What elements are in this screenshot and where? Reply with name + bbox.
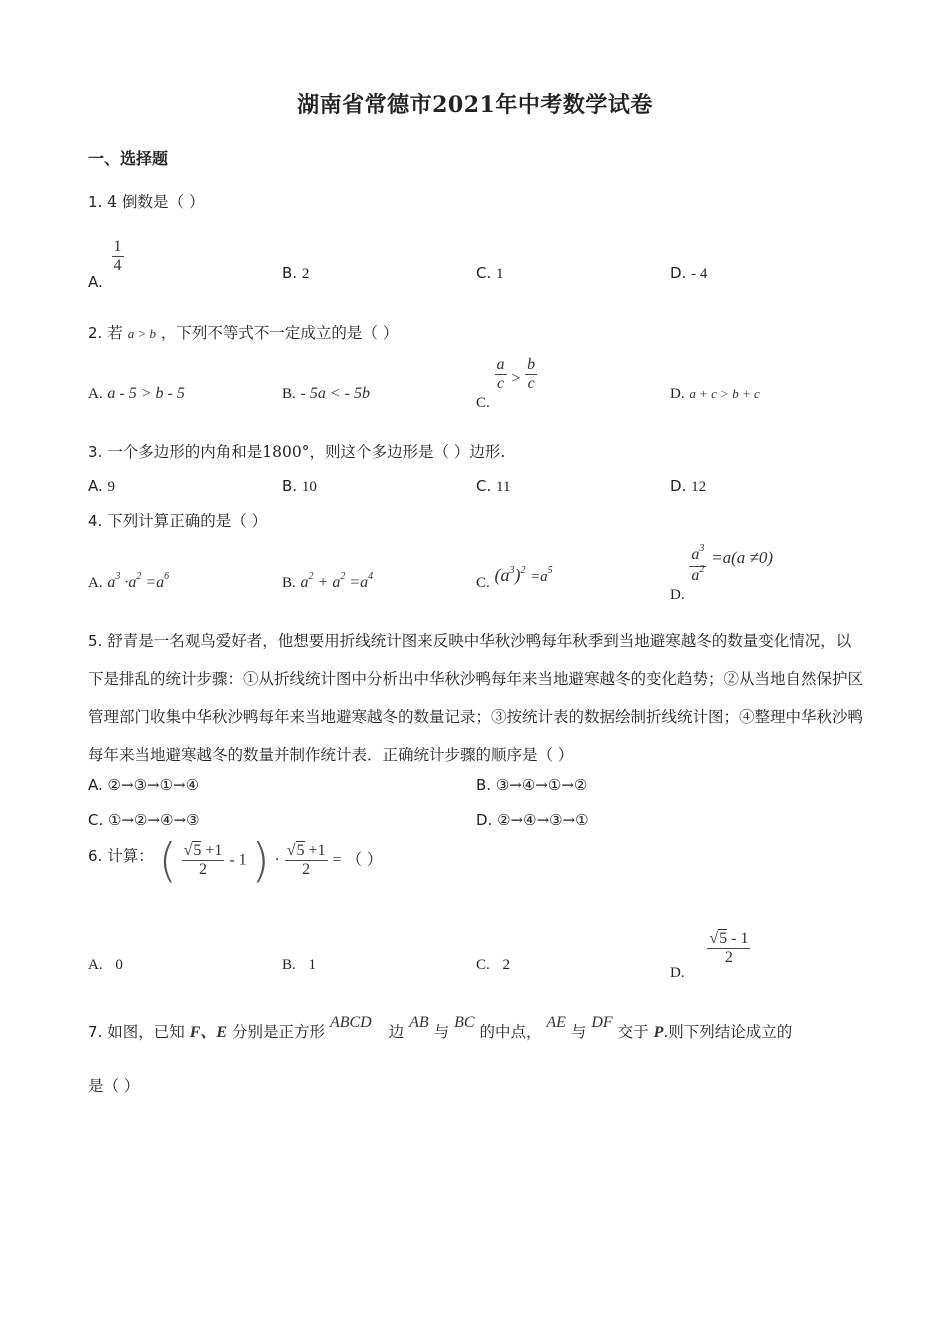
q4-option-c[interactable] (476, 565, 553, 591)
option-label: C. (476, 575, 490, 591)
option-label: B. (282, 957, 296, 973)
option-label: D. (670, 586, 685, 603)
question-number: 7. (88, 1023, 103, 1041)
option-value: 12 (691, 479, 707, 495)
option-label: A. (88, 477, 103, 495)
q2-option-b[interactable] (282, 384, 370, 403)
question-text: 计算： (107, 846, 154, 865)
question-number: 3. (88, 443, 103, 461)
exponent: 3 (509, 565, 515, 576)
option-label: C. (476, 477, 492, 495)
math-expression: a - 5 > b - 5 (107, 385, 185, 402)
math-equals: =a (349, 574, 369, 591)
option-label: B. (282, 264, 298, 282)
option-value: 11 (496, 479, 511, 495)
q5-option-b[interactable] (476, 776, 587, 794)
question-text: .则下列结论成立的 (663, 1023, 793, 1041)
exponent: 4 (368, 571, 374, 582)
option-label: A. (88, 776, 103, 794)
q3-option-c[interactable] (476, 477, 510, 496)
numerator: a (496, 356, 505, 373)
question-text: 与 (433, 1023, 450, 1041)
option-label: B. (282, 477, 298, 495)
question-number: 1. (88, 193, 103, 211)
option-value: 1 (496, 266, 504, 282)
radicand: 5 (296, 842, 305, 859)
denominator: 2 (302, 861, 311, 878)
option-label: C. (476, 957, 490, 973)
fraction (707, 930, 750, 967)
math-variable: DF (591, 1014, 613, 1031)
question-text: 4 倒数是（ ） (107, 193, 205, 211)
question-text: 如图，已知 (107, 1023, 185, 1041)
question-text: 的中点， (479, 1023, 542, 1041)
math-variable: BC (454, 1014, 475, 1031)
math-paren: ) (514, 565, 521, 585)
exponent: 2 (699, 564, 705, 575)
option-value: 10 (301, 479, 317, 495)
question-number: 2. (88, 324, 103, 342)
q5-option-d[interactable] (476, 811, 589, 829)
left-paren: ( (158, 833, 177, 888)
relation-symbol: > (511, 369, 521, 387)
question-text: （ ） (346, 850, 383, 869)
question-3 (88, 442, 505, 462)
question-7 (88, 1016, 792, 1049)
option-value: ②→③→①→④ (107, 776, 200, 794)
numerator: 1 (113, 238, 122, 255)
q2-option-c[interactable] (476, 356, 537, 411)
question-number: 5. (88, 632, 103, 650)
math-equals: =a (530, 569, 548, 585)
q5-option-c[interactable] (88, 811, 200, 829)
question-text: 是（ ） (88, 1077, 140, 1095)
exponent: 3 (699, 543, 705, 554)
question-number: 6. (88, 846, 103, 865)
fraction (525, 356, 537, 393)
option-value: 9 (107, 479, 116, 495)
exponent: 2 (520, 565, 526, 576)
math-variable: P (653, 1024, 664, 1041)
denominator: c (496, 375, 505, 392)
math-expression: - 1 (727, 930, 749, 947)
question-6 (88, 833, 383, 888)
q6-option-b[interactable] (282, 955, 316, 974)
question-text: ，下列不等式不一定成立的是（ ） (160, 324, 399, 342)
option-label: C. (88, 811, 104, 829)
question-text: 分别是正方形 (232, 1023, 326, 1041)
option-value: ①→②→④→③ (108, 811, 200, 829)
denominator (689, 564, 706, 587)
math-variable: F、E (189, 1024, 228, 1041)
q4-option-a[interactable] (88, 573, 169, 592)
option-label: D. (670, 264, 687, 282)
question-text: 舒青是一名观鸟爱好者，他想要用折线统计图来反映中华秋沙鸭每年秋季到当地避寒越冬的数量变化情况，以下是排乱的统计步骤：①从折线统计图中分析出中华秋沙鸭每年来当地避寒越冬的变化趋势；②从当地自然保护区管理部门收集中华秋沙鸭每年来当地避寒越冬的数量记录；③按统计表的数据绘制折线统计图；④整理中华秋沙鸭每年来当地避寒越冬的数量并制作统计表．正确统计步骤的顺序是（ ） (88, 632, 864, 764)
math-condition: a > b (127, 326, 156, 341)
exponent: 2 (308, 571, 314, 582)
q6-option-a[interactable] (88, 955, 123, 974)
fraction (495, 356, 507, 393)
exponent: 6 (164, 571, 170, 582)
math-expression (495, 565, 553, 585)
math-base: a (691, 546, 700, 563)
option-label: D. (670, 964, 685, 981)
math-expression: +1 (304, 842, 326, 859)
math-operator: ·a (124, 574, 137, 591)
option-value: 1 (308, 957, 317, 973)
denominator: 2 (724, 949, 733, 966)
option-label: A. (88, 575, 103, 591)
option-label: B. (282, 575, 296, 591)
math-operator: · (274, 851, 280, 869)
math-equals: = (332, 851, 342, 869)
math-operator: + a (317, 574, 341, 591)
q1-option-c[interactable] (476, 264, 504, 283)
exponent: 3 (115, 571, 121, 582)
math-expression: =a(a ≠0) (711, 547, 774, 567)
option-label: B. (476, 776, 492, 794)
option-label: A. (88, 957, 103, 973)
question-4 (88, 511, 267, 531)
q1-option-d[interactable] (670, 264, 707, 283)
question-7-line-2 (88, 1076, 139, 1096)
numerator: √5 +1 (183, 842, 223, 859)
math-expression (300, 571, 374, 591)
q2-option-d[interactable] (670, 384, 760, 403)
question-text: 交于 (617, 1023, 649, 1041)
numerator: √5 +1 (286, 842, 326, 859)
option-value: 2 (502, 957, 511, 973)
option-label: C. (476, 264, 492, 282)
exponent: 5 (547, 565, 553, 576)
option-label: D. (476, 811, 493, 829)
fraction (112, 238, 124, 275)
numerator: √5 - 1 (709, 930, 749, 947)
question-1 (88, 192, 204, 212)
right-paren: ) (251, 833, 270, 888)
q5-option-a[interactable] (88, 776, 199, 794)
numerator: b (527, 356, 536, 373)
q1-option-a[interactable] (88, 238, 124, 291)
section-heading: 一、选择题 (88, 149, 169, 168)
question-text: 一个多边形的内角和是1800°，则这个多边形是（ ）边形. (107, 443, 506, 461)
question-text: 边 (388, 1023, 405, 1041)
fraction (182, 842, 225, 879)
math-expression: - 1 (229, 851, 247, 869)
math-expression: - 5a < - 5b (300, 385, 370, 402)
option-value: 0 (115, 957, 123, 973)
denominator: 2 (199, 861, 207, 878)
question-text: 与 (570, 1023, 587, 1041)
question-text: 若 (107, 324, 123, 342)
q4-option-b[interactable] (282, 573, 373, 592)
q3-option-b[interactable] (282, 477, 317, 496)
question-5 (88, 622, 863, 774)
q4-option-d[interactable] (670, 543, 774, 603)
math-expression: +1 (201, 842, 223, 859)
q2-option-a[interactable] (88, 384, 185, 403)
exponent: 2 (340, 571, 346, 582)
question-text: 下列计算正确的是（ ） (107, 512, 268, 530)
math-equals: =a (145, 574, 165, 591)
option-label: A. (88, 386, 103, 402)
option-label: D. (670, 477, 687, 495)
fraction (689, 543, 706, 587)
option-label: C. (476, 394, 490, 411)
math-variable: ABCD (329, 1014, 372, 1031)
math-base: a (300, 574, 309, 591)
denominator: 4 (113, 257, 122, 274)
math-variable: AB (409, 1014, 429, 1031)
denominator: c (527, 375, 535, 392)
q1-option-b[interactable] (282, 264, 309, 283)
q6-option-c[interactable] (476, 955, 510, 974)
option-value: ③→④→①→② (495, 776, 588, 794)
math-expression: a + c > b + c (689, 386, 760, 401)
option-value: 2 (301, 266, 310, 282)
page-title: 湖南省常德市2021年中考数学试卷 (297, 92, 653, 118)
exponent: 2 (136, 571, 142, 582)
question-number: 4. (88, 512, 103, 530)
math-base: a (691, 567, 700, 584)
option-label: A. (88, 272, 103, 291)
math-expression (107, 571, 170, 591)
option-value: - 4 (691, 266, 708, 282)
math-base: (a (494, 565, 510, 585)
radicand: 5 (193, 842, 202, 859)
q3-option-d[interactable] (670, 477, 706, 496)
q6-option-d[interactable] (670, 930, 750, 981)
math-base: a (107, 574, 116, 591)
math-variable: AE (546, 1014, 566, 1031)
option-value: ②→④→③→① (497, 811, 589, 829)
q3-option-a[interactable] (88, 477, 115, 496)
fraction (285, 842, 328, 879)
radicand: 5 (719, 930, 728, 947)
option-label: D. (670, 386, 685, 402)
question-2 (88, 323, 398, 344)
option-label: B. (282, 386, 296, 402)
